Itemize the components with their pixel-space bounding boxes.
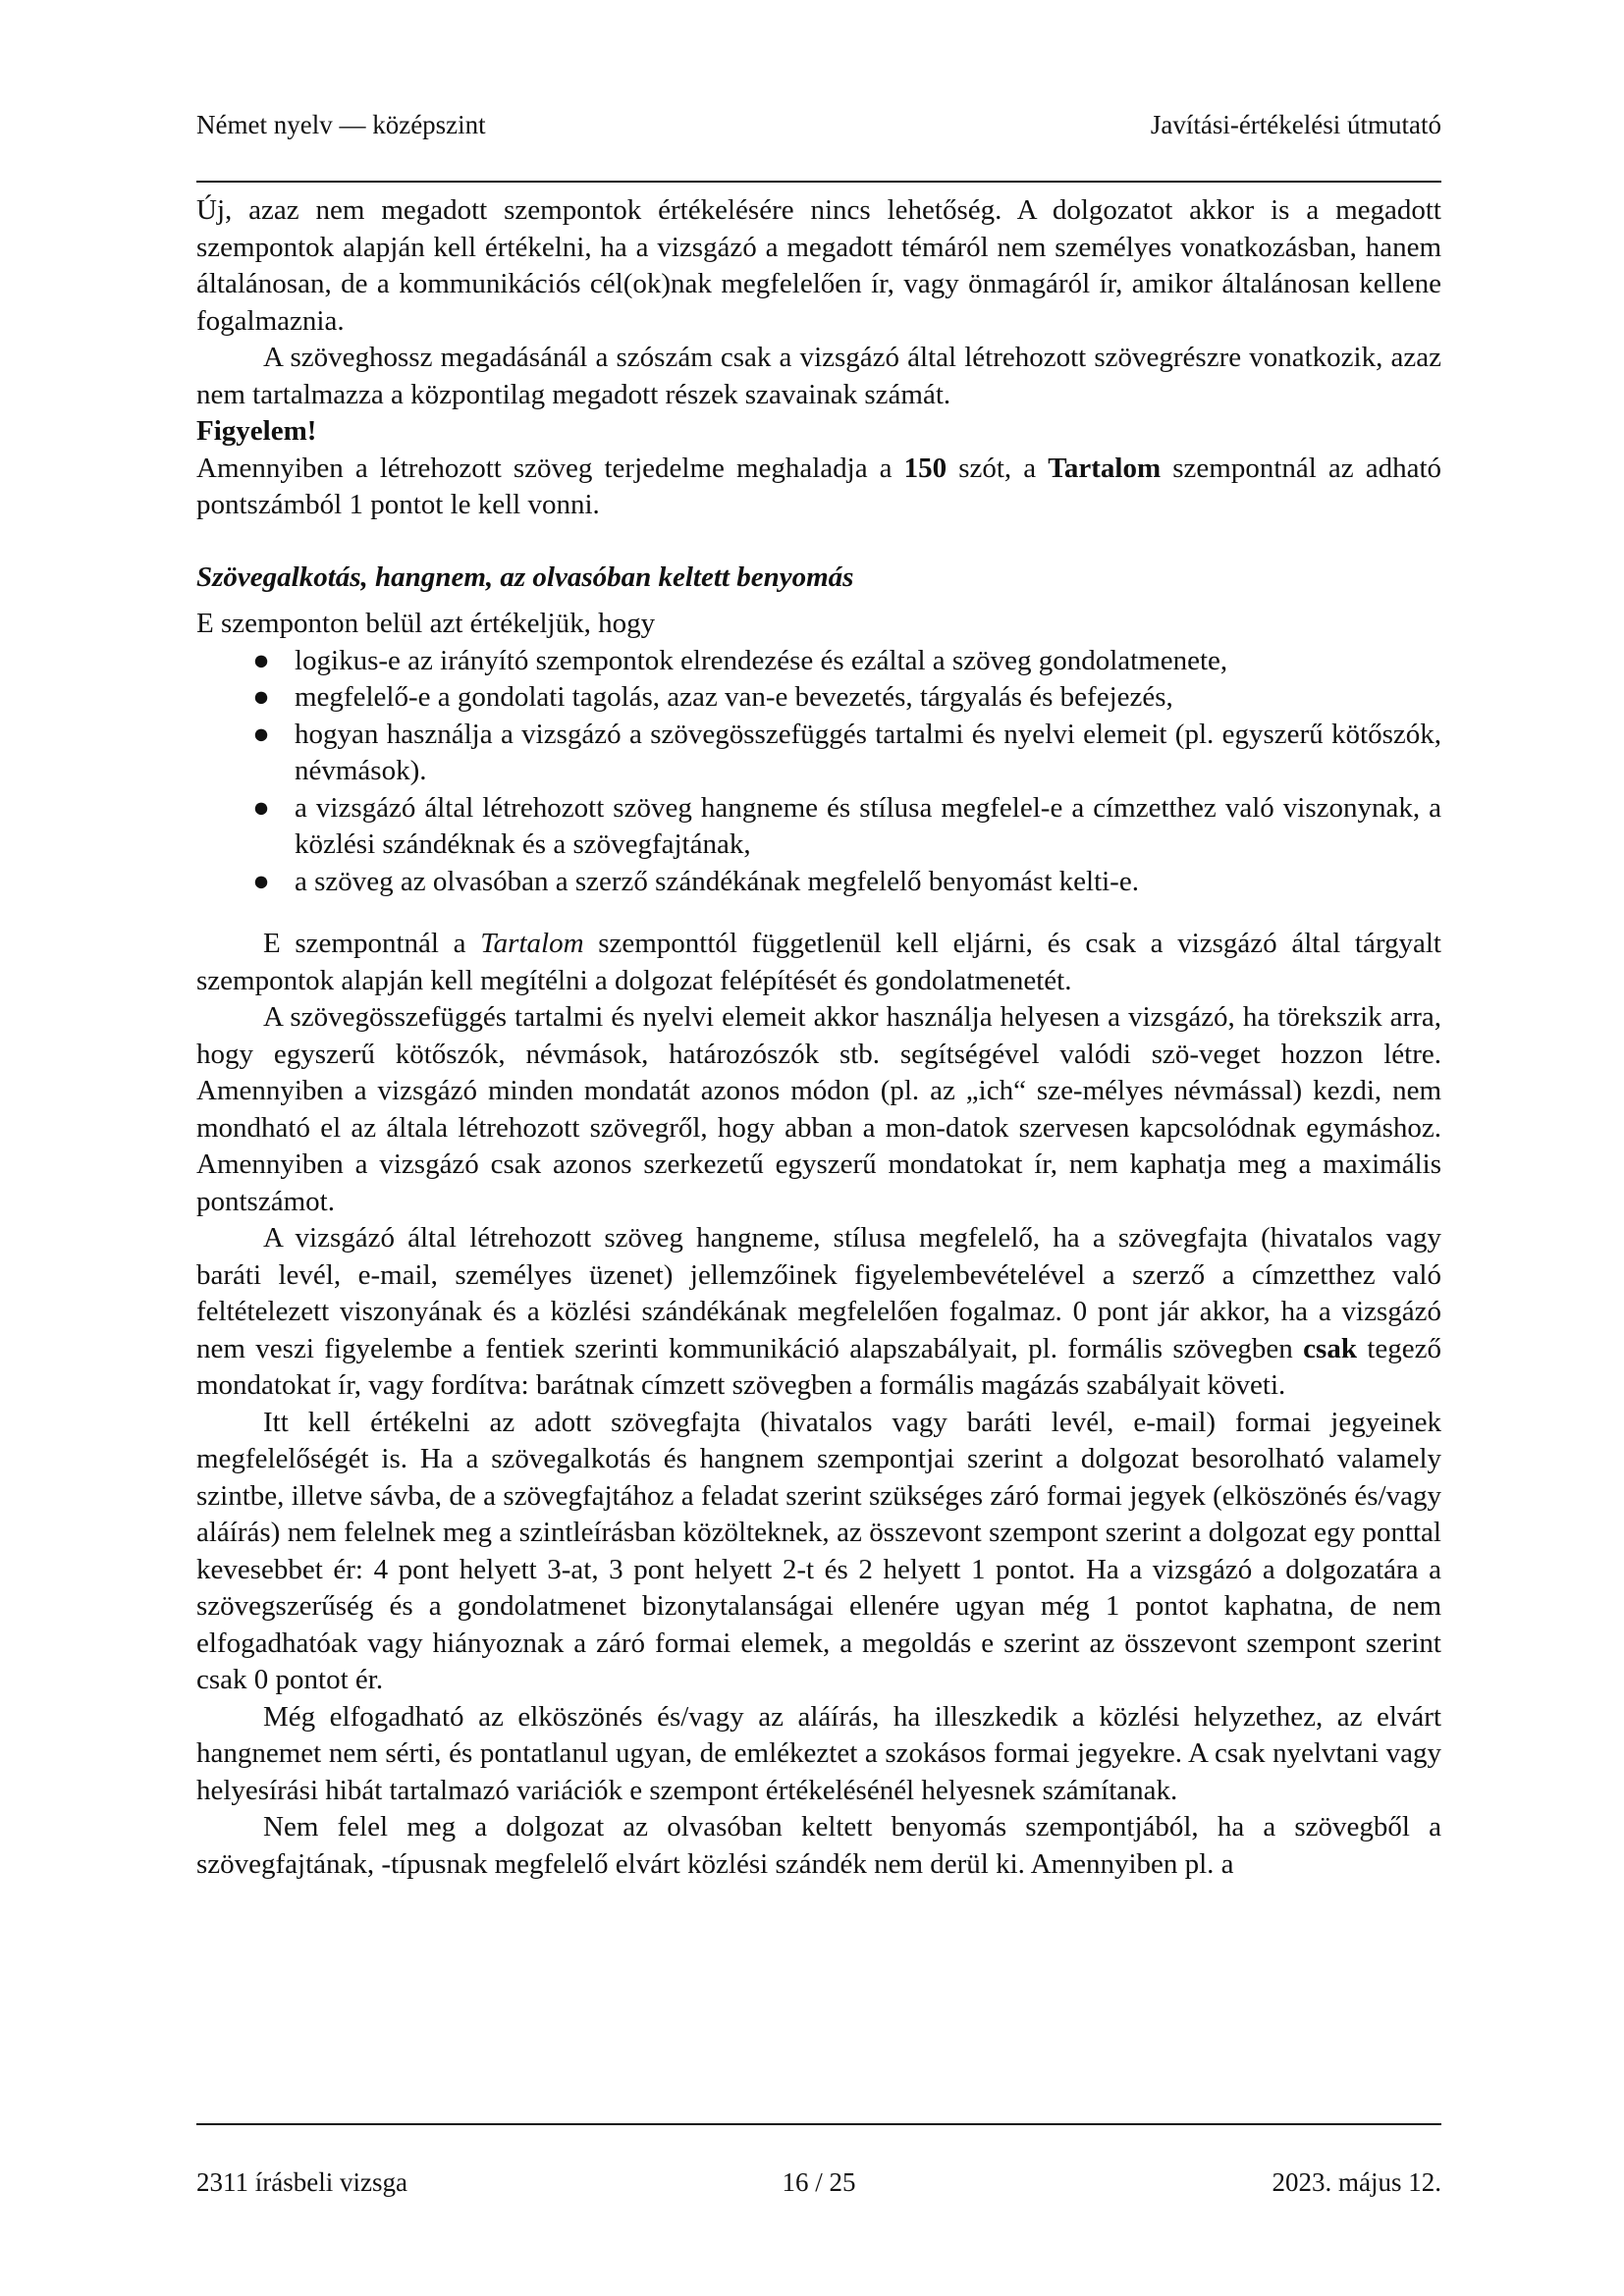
- list-item: ● logikus-e az irányító szempontok elrendezése és ezáltal a szöveg gondolatmenete,: [295, 643, 1441, 680]
- header-subject: Német nyelv — középszint: [196, 110, 486, 139]
- header-doc-type: Javítási-értékelési útmutató: [1150, 110, 1441, 139]
- paragraph-independent-evaluation: E szempontnál a Tartalom szemponttól függetlenül kell eljárni, és csak a vizsgázó által tárgyalt szempontok alapján kell megítélni a dolgozat felépítését és gondolatmenetét.: [196, 928, 1441, 996]
- list-item: ● a szöveg az olvasóban a szerző szándékának megfelelő benyomást kelti-e.: [295, 864, 1441, 901]
- bullet-icon: ●: [252, 791, 270, 824]
- bullet-icon: ●: [252, 681, 270, 713]
- page-number: 16 / 25: [782, 2167, 856, 2197]
- header-divider: [196, 181, 1441, 183]
- bullet-icon: ●: [252, 718, 270, 750]
- page-header: [196, 110, 1441, 149]
- paragraph-acceptable-closing: Még elfogadható az elköszönés és/vagy az aláírás, ha illeszkedik a közlési helyzethez, az elvárt hangnemet nem sérti, és pontatlanul ugyan, de emlékeztet a szokásos formai jegyekre. A csak nyelvtani vagy helyesírási hibát tartalmazó variációk e szempont értékelésénél helyesnek számítanak.: [196, 1700, 1441, 1806]
- footer-divider: [196, 2123, 1441, 2125]
- section-lead: E szemponton belül azt értékeljük, hogy: [196, 608, 656, 639]
- bullet-icon: ●: [252, 644, 270, 676]
- criteria-list: [196, 643, 1441, 901]
- bullet-icon: ●: [252, 865, 270, 897]
- list-item: ● a vizsgázó által létrehozott szöveg hangneme és stílusa megfelel-e a címzetthez való viszonynak, a közlési szándéknak és a szövegfajtának,: [295, 790, 1441, 864]
- list-item: ● megfelelő-e a gondolati tagolás, azaz van-e bevezetés, tárgyalás és befejezés,: [295, 679, 1441, 717]
- paragraph-text-length: A szöveghossz megadásánál a szószám csak a vizsgázó által létrehozott szövegrészre vonatkozik, azaz nem tartalmazza a központilag megadott részek szavainak számát.: [196, 342, 1441, 410]
- footer-date: 2023. május 12.: [1272, 2167, 1441, 2197]
- paragraph-word-limit: Amennyiben a létrehozott szöveg terjedelme meghaladja a 150 szót, a Tartalom szempontnál az adható pontszámból 1 pontot le kell vonni.: [196, 452, 1441, 520]
- document-page: [196, 0, 1441, 2296]
- list-item: ● hogyan használja a vizsgázó a szövegösszefüggés tartalmi és nyelvi elemeit (pl. egyszerű kötőszók, névmások).: [295, 717, 1441, 790]
- paragraph-formal-features: Itt kell értékelni az adott szövegfajta (hivatalos vagy baráti levél, e-mail) formai jegyeinek megfelelőségét is. Ha a szövegalkotás és hangnem szempontjai szerint a dolgozat besorolható valamely szintbe, illetve sávba, de a szövegfajtához a feladat szerint szükséges záró formai jegyek (elköszönés és/vagy aláírás) nem felelnek meg a szintleírásban közölteknek, az összevont szempont szerint a dolgozat egy ponttal kevesebbet ér: 4 pont helyett 3-at, 3 pont helyett 2-t és 2 helyett 1 pontot. Ha a vizsgázó a dolgozatára a szövegszerűség és a gondolatmenet bizonytalanságai ellenére ugyan még 1 pontot kaphatna, de nem elfogadhatóak vagy hiányoznak a záró formai elemek, a megoldás e szerint az összevont szempont szerint csak 0 pontot ér.: [196, 1406, 1441, 1695]
- paragraph-reader-impression: Nem felel meg a dolgozat az olvasóban keltett benyomás szempontjából, ha a szövegből a szövegfajtának, -típusnak megfelelő elvárt közlési szándék nem derül ki. Amennyiben pl. a: [196, 1811, 1441, 1880]
- paragraph-new-criteria: Új, azaz nem megadott szempontok értékelésére nincs lehetőség. A dolgozatot akkor is a megadott szempontok alapján kell értékelni, ha a vizsgázó a megadott témáról nem személyes vonatkozásban, hanem általánosan, de a kommunikációs cél(ok)nak megfelelően ír, vagy önmagáról ír, amikor általánosan kellene fogalmaznia.: [196, 194, 1441, 337]
- page-body: [196, 192, 1441, 1883]
- footer-exam-code: 2311 írásbeli vizsga: [196, 2167, 407, 2197]
- paragraph-cohesion: A szövegösszefüggés tartalmi és nyelvi elemeit akkor használja helyesen a vizsgázó, ha törekszik arra, hogy egyszerű kötőszók, névmások, határozószók stb. segítségével valódi szö-veget hozzon létre. Amennyiben a vizsgázó minden mondatát azonos módon (pl. az „ich“ sze-mélyes névmással) kezdi, nem mondható el az általa létrehozott szövegről, hogy abban a mon-datok szervesen kapcsolódnak egymáshoz. Amennyiben a vizsgázó csak azonos szerkezetű egyszerű mondatokat ír, nem kaphatja meg a maximális pontszámot.: [196, 1001, 1441, 1217]
- paragraph-register-style: A vizsgázó által létrehozott szöveg hangneme, stílusa megfelelő, ha a szövegfajta (hivatalos vagy baráti levél, e-mail, személyes üzenet) jellemzőinek figyelembevételével a szerző a címzetthez való feltételezett viszonyának és a közlési szándékának megfelelően fogalmaz. 0 pont jár akkor, ha a vizsgázó nem veszi figyelembe a fentiek szerinti kommunikáció alapszabályait, pl. formális szövegben csak tegező mondatokat ír, vagy fordítva: barátnak címzett szövegben a formális magázás szabályait követi.: [196, 1222, 1441, 1401]
- attention-label: Figyelem!: [196, 415, 317, 447]
- section-heading: Szövegalkotás, hangnem, az olvasóban keltett benyomás: [196, 561, 854, 593]
